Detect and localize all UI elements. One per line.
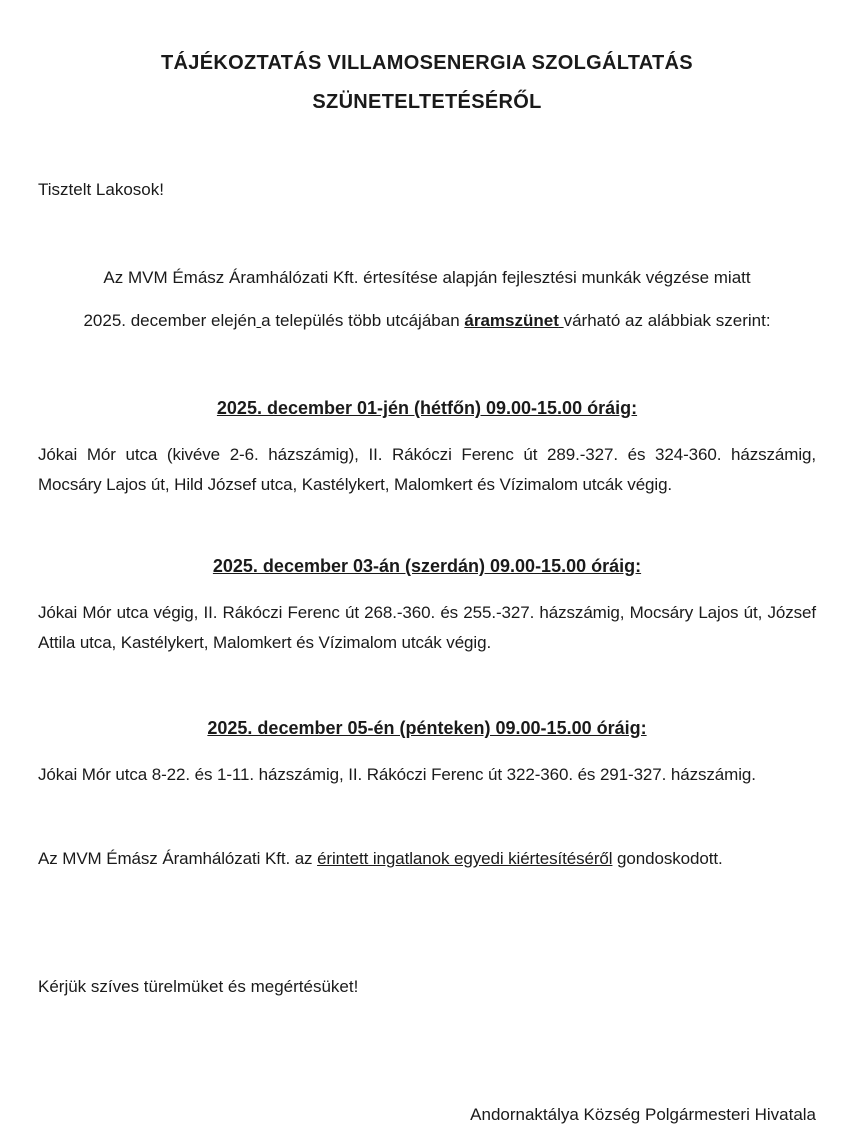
notice-post: gondoskodott. — [612, 849, 723, 868]
closing-line: Kérjük szíves türelmüket és megértésüket! — [38, 977, 359, 996]
outage-section — [38, 552, 816, 658]
outage-date-heading: 2025. december 01-jén (hétfőn) 09.00-15.00 óráig: — [216, 398, 638, 418]
intro-paragraph — [38, 256, 816, 342]
outage-streets: Jókai Mór utca (kivéve 2-6. házszámig), II. Rákóczi Ferenc út 289.-327. és 324-360. házszámig, Mocsáry Lajos út, Hild József utca, Kastélykert, Malomkert és Vízimalom utcák végig. — [38, 445, 816, 494]
outage-section — [38, 714, 816, 790]
document-title — [38, 44, 816, 122]
salutation: Tisztelt Lakosok! — [38, 180, 164, 199]
intro-line2-mid: a település több utcájában — [261, 311, 465, 330]
document-title-line2: SZÜNETELTETÉSÉRŐL — [312, 91, 542, 113]
document-title-line1: TÁJÉKOZTATÁS VILLAMOSENERGIA SZOLGÁLTATÁS — [161, 52, 693, 74]
outage-date-heading: 2025. december 03-án (szerdán) 09.00-15.00 óráig: — [212, 556, 642, 576]
underlined-phrase: érintett ingatlanok egyedi kiértesítéséről — [317, 849, 613, 868]
outage-streets: Jókai Mór utca 8-22. és 1-11. házszámig, II. Rákóczi Ferenc út 322-360. és 291-327. házszámig. — [38, 765, 756, 784]
outage-date-heading: 2025. december 05-én (pénteken) 09.00-15.00 óráig: — [207, 718, 647, 738]
intro-line2-post: várható az alábbiak szerint: — [563, 311, 771, 330]
outage-section — [38, 394, 816, 500]
intro-line1: Az MVM Émász Áramhálózati Kft. értesítése alapján fejlesztési munkák végzése miatt — [103, 268, 751, 287]
highlight-aramszunet: áramszünet — [464, 311, 559, 330]
notice-pre: Az MVM Émász Áramhálózati Kft. az — [38, 849, 318, 868]
signature: Andornaktálya Község Polgármesteri Hivatala — [470, 1105, 816, 1124]
outage-streets: Jókai Mór utca végig, II. Rákóczi Ferenc út 268.-360. és 255.-327. házszámig, Mocsáry Lajos út, József Attila utca, Kastélykert, Malomkert és Vízimalom utcák végig. — [38, 603, 816, 652]
notification-note — [38, 845, 816, 873]
intro-line2-pre: 2025. december elején — [83, 311, 257, 330]
intro-line2 — [38, 299, 816, 342]
